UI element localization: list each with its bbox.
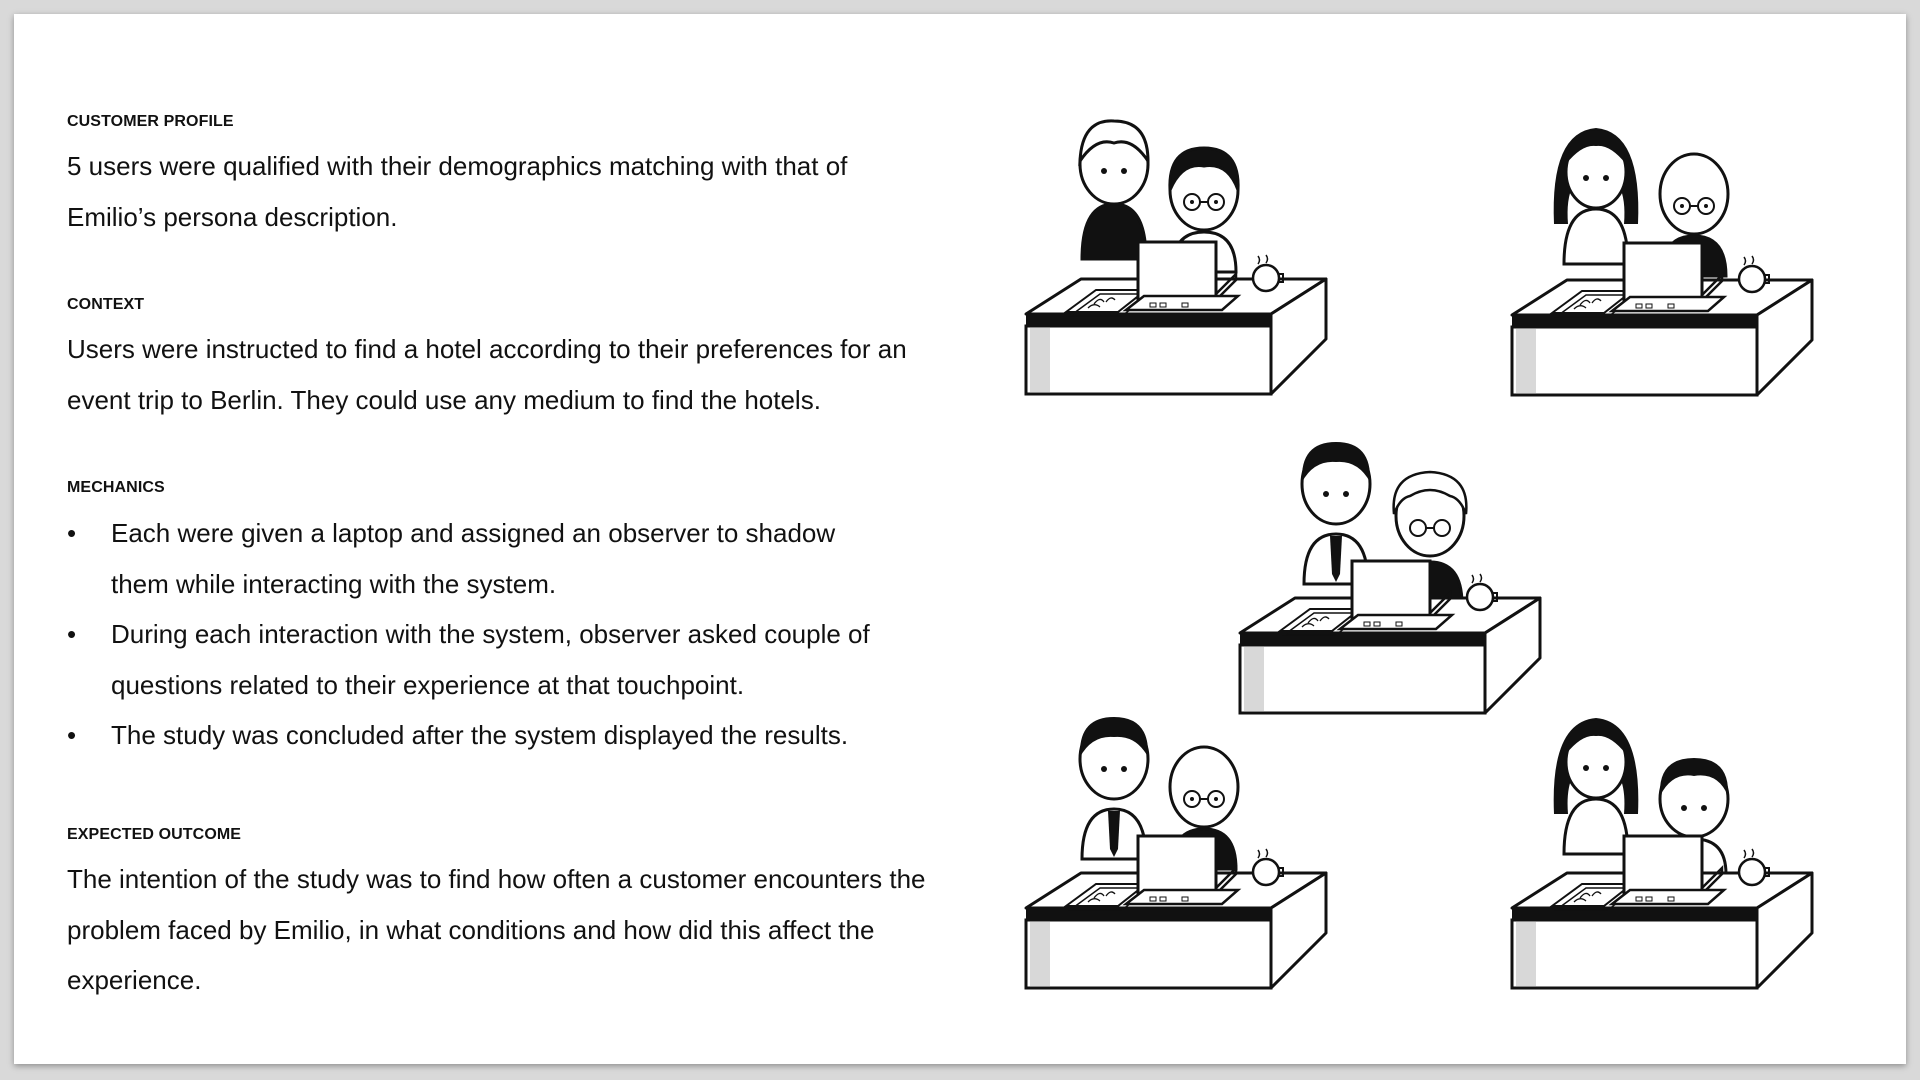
mechanics-bullet-text: Each were given a laptop and assigned an observer to shadow them while interacting with the system.: [111, 518, 836, 599]
study-scene-3: [1240, 442, 1540, 713]
study-scene-5: [1512, 718, 1812, 988]
expected-outcome-body: The intention of the study was to find how often a customer encounters the problem faced by Emilio, in what conditions and how did this affect the experience.: [67, 864, 926, 995]
customer-profile-heading: CUSTOMER PROFILE: [67, 113, 234, 130]
study-scene-1: [1026, 121, 1326, 394]
expected-outcome-heading: EXPECTED OUTCOME: [67, 826, 242, 843]
customer-profile-body: 5 users were qualified with their demographics matching with that of Emilio’s persona description.: [67, 151, 848, 232]
context-body: Users were instructed to find a hotel according to their preferences for an event trip to Berlin. They could use any medium to find the hotels.: [67, 334, 907, 415]
bullet-icon: •: [67, 720, 77, 750]
slide: [14, 14, 1906, 1064]
context-heading: CONTEXT: [67, 296, 145, 313]
mechanics-heading: MECHANICS: [67, 479, 165, 496]
usability-study-illustration: [14, 14, 1906, 1064]
mechanics-bullet-text: The study was concluded after the system displayed the results.: [111, 720, 849, 750]
bullet-icon: •: [67, 619, 77, 649]
mechanics-bullet-text: During each interaction with the system, observer asked couple of questions related to their experience at that touchpoint.: [111, 619, 870, 700]
study-scene-4: [1026, 717, 1326, 988]
bullet-icon: •: [67, 518, 77, 548]
study-scene-2: [1512, 128, 1812, 395]
